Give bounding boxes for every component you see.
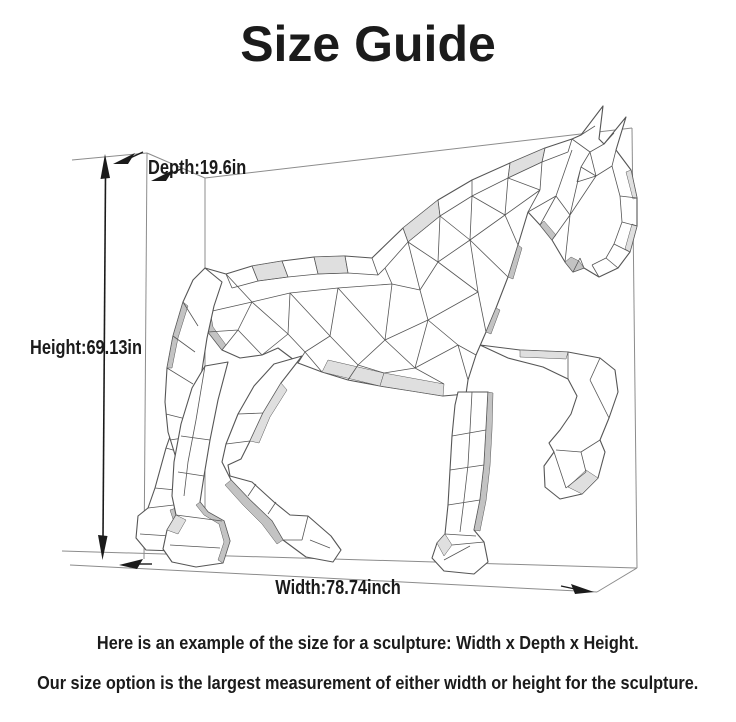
caption-row-2 [0,674,736,693]
box-bottom-right-edge [597,568,637,592]
width-label: Width:78.74inch [275,575,401,599]
horse-raised-foreleg [480,345,618,499]
down-arrowhead [98,535,108,560]
caption-row-1 [0,634,736,653]
depth-label: Depth:19.6in [148,155,247,179]
page-title: Size Guide [240,16,496,72]
caption-line-1: Here is an example of the size for a sculpture: Width x Depth x Height. [97,632,639,653]
caption-line-2: Our size option is the largest measurement of either width or height for the sculpture. [37,672,699,693]
up-arrowhead [101,154,111,179]
box-top-left-edge [72,153,147,160]
height-label: Height:69.13in [30,335,142,359]
box-front-left-edge [144,153,147,559]
ground-back-line [62,551,637,568]
